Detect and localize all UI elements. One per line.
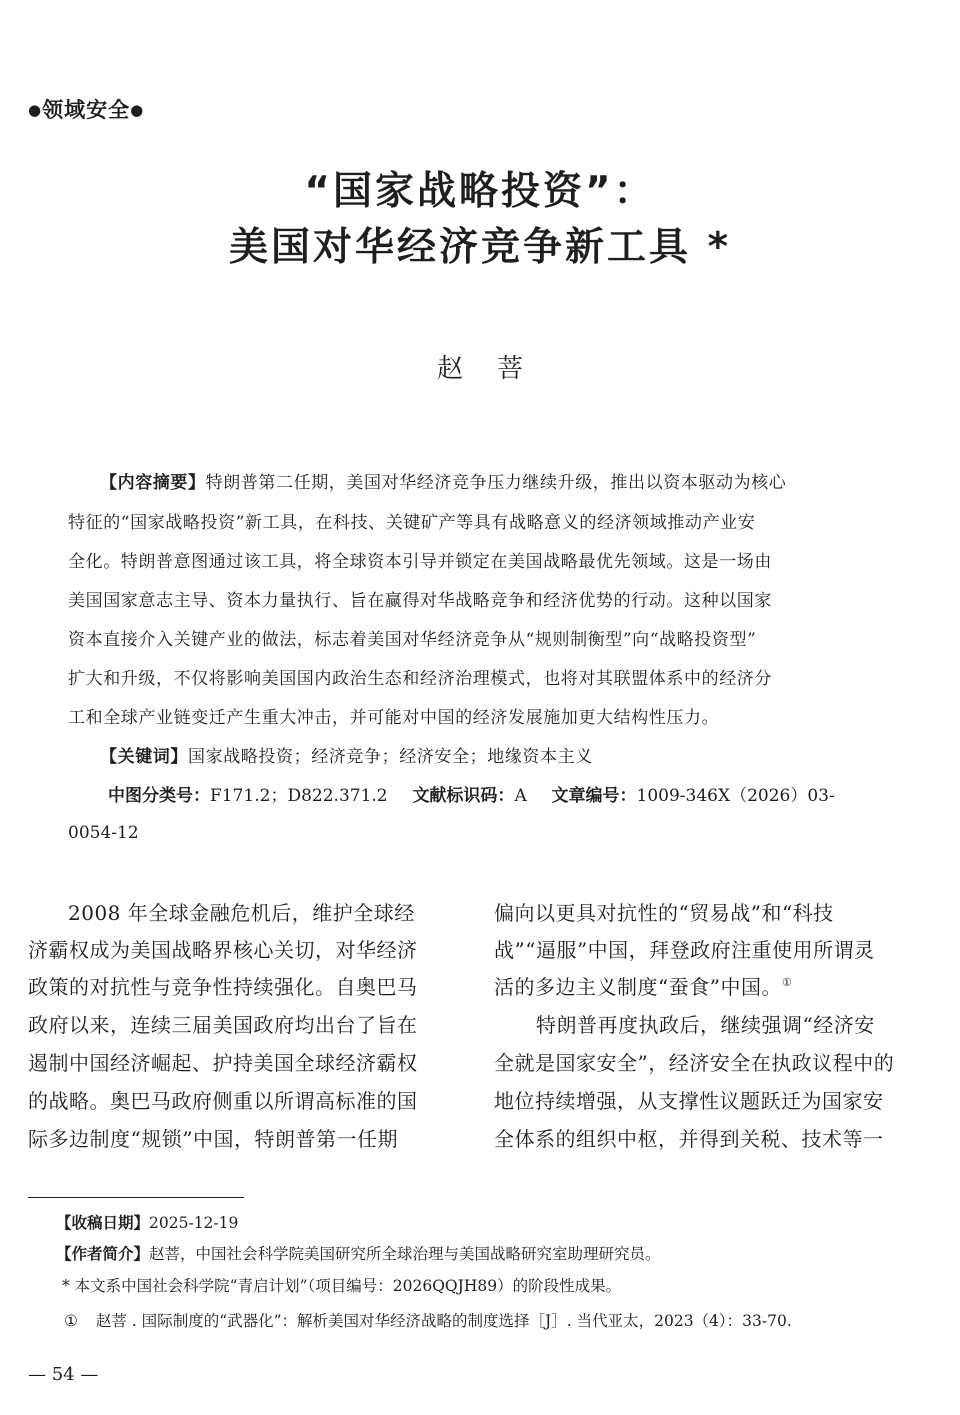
footnote-reference: ①	[781, 976, 793, 989]
body-right-line	[494, 974, 792, 1004]
received-label: 【收稿日期】	[56, 1214, 150, 1232]
keywords	[100, 745, 593, 769]
title-line-1: “国家战略投资”：	[304, 169, 656, 214]
received-value: 2025-12-19	[149, 1214, 239, 1232]
footnote-divider	[28, 1197, 244, 1198]
received-date	[56, 1213, 238, 1233]
doc-code-label: 文献标识码：	[412, 786, 515, 806]
footnote-marker: ①	[64, 1312, 78, 1330]
body-left-line: 遏制中国经济崛起、护持美国全球经济霸权	[28, 1051, 418, 1075]
author-bio-label: 【作者简介】	[56, 1245, 150, 1263]
body-left-line: 2008 年全球金融危机后，维护全球经	[68, 901, 415, 925]
abstract-label: 【内容摘要】	[100, 473, 206, 493]
article-number-value: 1009-346X（2026）03-	[636, 786, 835, 806]
body-right-line: 全体系的组织中枢，并得到关税、技术等一	[494, 1127, 884, 1151]
abstract-text: 特朗普第二任期，美国对华经济竞争压力继续升级，推出以资本驱动为核心	[205, 473, 787, 493]
body-right-line: 地位持续增强，从支撑性议题跃迁为国家安	[494, 1089, 884, 1113]
body-left-line: 济霸权成为美国战略界核心关切，对华经济	[28, 938, 418, 962]
body-left-line: 的战略。奥巴马政府侧重以所谓高标准的国	[28, 1089, 418, 1113]
classification-line	[108, 784, 835, 808]
body-left-line: 政府以来，连续三届美国政府均出台了旨在	[28, 1013, 418, 1037]
footnote-1	[64, 1311, 792, 1331]
article-number-continued: 0054-12	[68, 823, 139, 843]
article-number-label: 文章编号：	[551, 786, 637, 806]
keywords-text: 国家战略投资；经济竞争；经济安全；地缘资本主义	[188, 747, 593, 767]
body-left-line: 政策的对抗性与竞争性持续强化。自奥巴马	[28, 975, 418, 999]
body-right-line: 全就是国家安全”，经济安全在执政议程中的	[494, 1051, 895, 1075]
body-text: 活的多边主义制度“蚕食”中国。	[494, 975, 782, 999]
clc-value: F171.2；D822.371.2	[210, 786, 388, 806]
abstract-line: 资本直接介入关键产业的做法，标志着美国对华经济竞争从“规则制衡型”向“战略投资型”	[68, 630, 757, 650]
abstract-line: 美国国家意志主导、资本力量执行、旨在赢得对华战略竞争和经济优势的行动。这种以国家	[68, 591, 772, 611]
doc-code-value: A	[514, 786, 527, 806]
bullet-icon: ●	[130, 101, 145, 119]
section-label: 领域安全	[42, 98, 131, 122]
abstract-line: 扩大和升级，不仅将影响美国国内政治生态和经济治理模式，也将对其联盟体系中的经济分	[68, 669, 772, 689]
body-right-line: 特朗普再度执政后，继续强调“经济安	[536, 1013, 875, 1037]
abstract-line: 工和全球产业链变迁产生重大冲击，并可能对中国的经济发展施加更大结构性压力。	[68, 708, 720, 728]
author-name: 赵菩	[436, 354, 557, 384]
body-left-line: 际多边制度“规锁”中国，特朗普第一任期	[28, 1127, 398, 1151]
body-right-line: 战”“逼服”中国，拜登政府注重使用所谓灵	[494, 938, 875, 962]
body-right-line: 偏向以更具对抗性的“贸易战”和“科技	[494, 901, 834, 925]
abstract-line: 特征的“国家战略投资”新工具，在科技、关键矿产等具有战略意义的经济领域推动产业安	[68, 513, 756, 533]
author-bio-text: 赵菩，中国社会科学院美国研究所全球治理与美国战略研究室助理研究员。	[149, 1245, 661, 1263]
footnote-text: 赵菩 . 国际制度的“武器化”：解析美国对华经济战略的制度选择［J］. 当代亚太，2023（4）：33-70.	[95, 1312, 792, 1330]
author-bio	[56, 1244, 661, 1264]
section-tag	[28, 94, 144, 124]
funding-note: * 本文系中国社会科学院“青启计划”（项目编号：2026QQJH89）的阶段性成果。	[62, 1277, 622, 1295]
clc-label: 中图分类号：	[108, 786, 210, 806]
page-number: — 54 —	[28, 1364, 99, 1385]
keywords-label: 【关键词】	[100, 747, 188, 767]
title-line-2: 美国对华经济竞争新工具 *	[229, 225, 731, 270]
abstract-line: 全化。特朗普意图通过该工具，将全球资本引导并锁定在美国战略最优先领域。这是一场由	[68, 552, 772, 572]
bullet-icon: ●	[28, 101, 43, 119]
abstract-line	[100, 471, 786, 495]
